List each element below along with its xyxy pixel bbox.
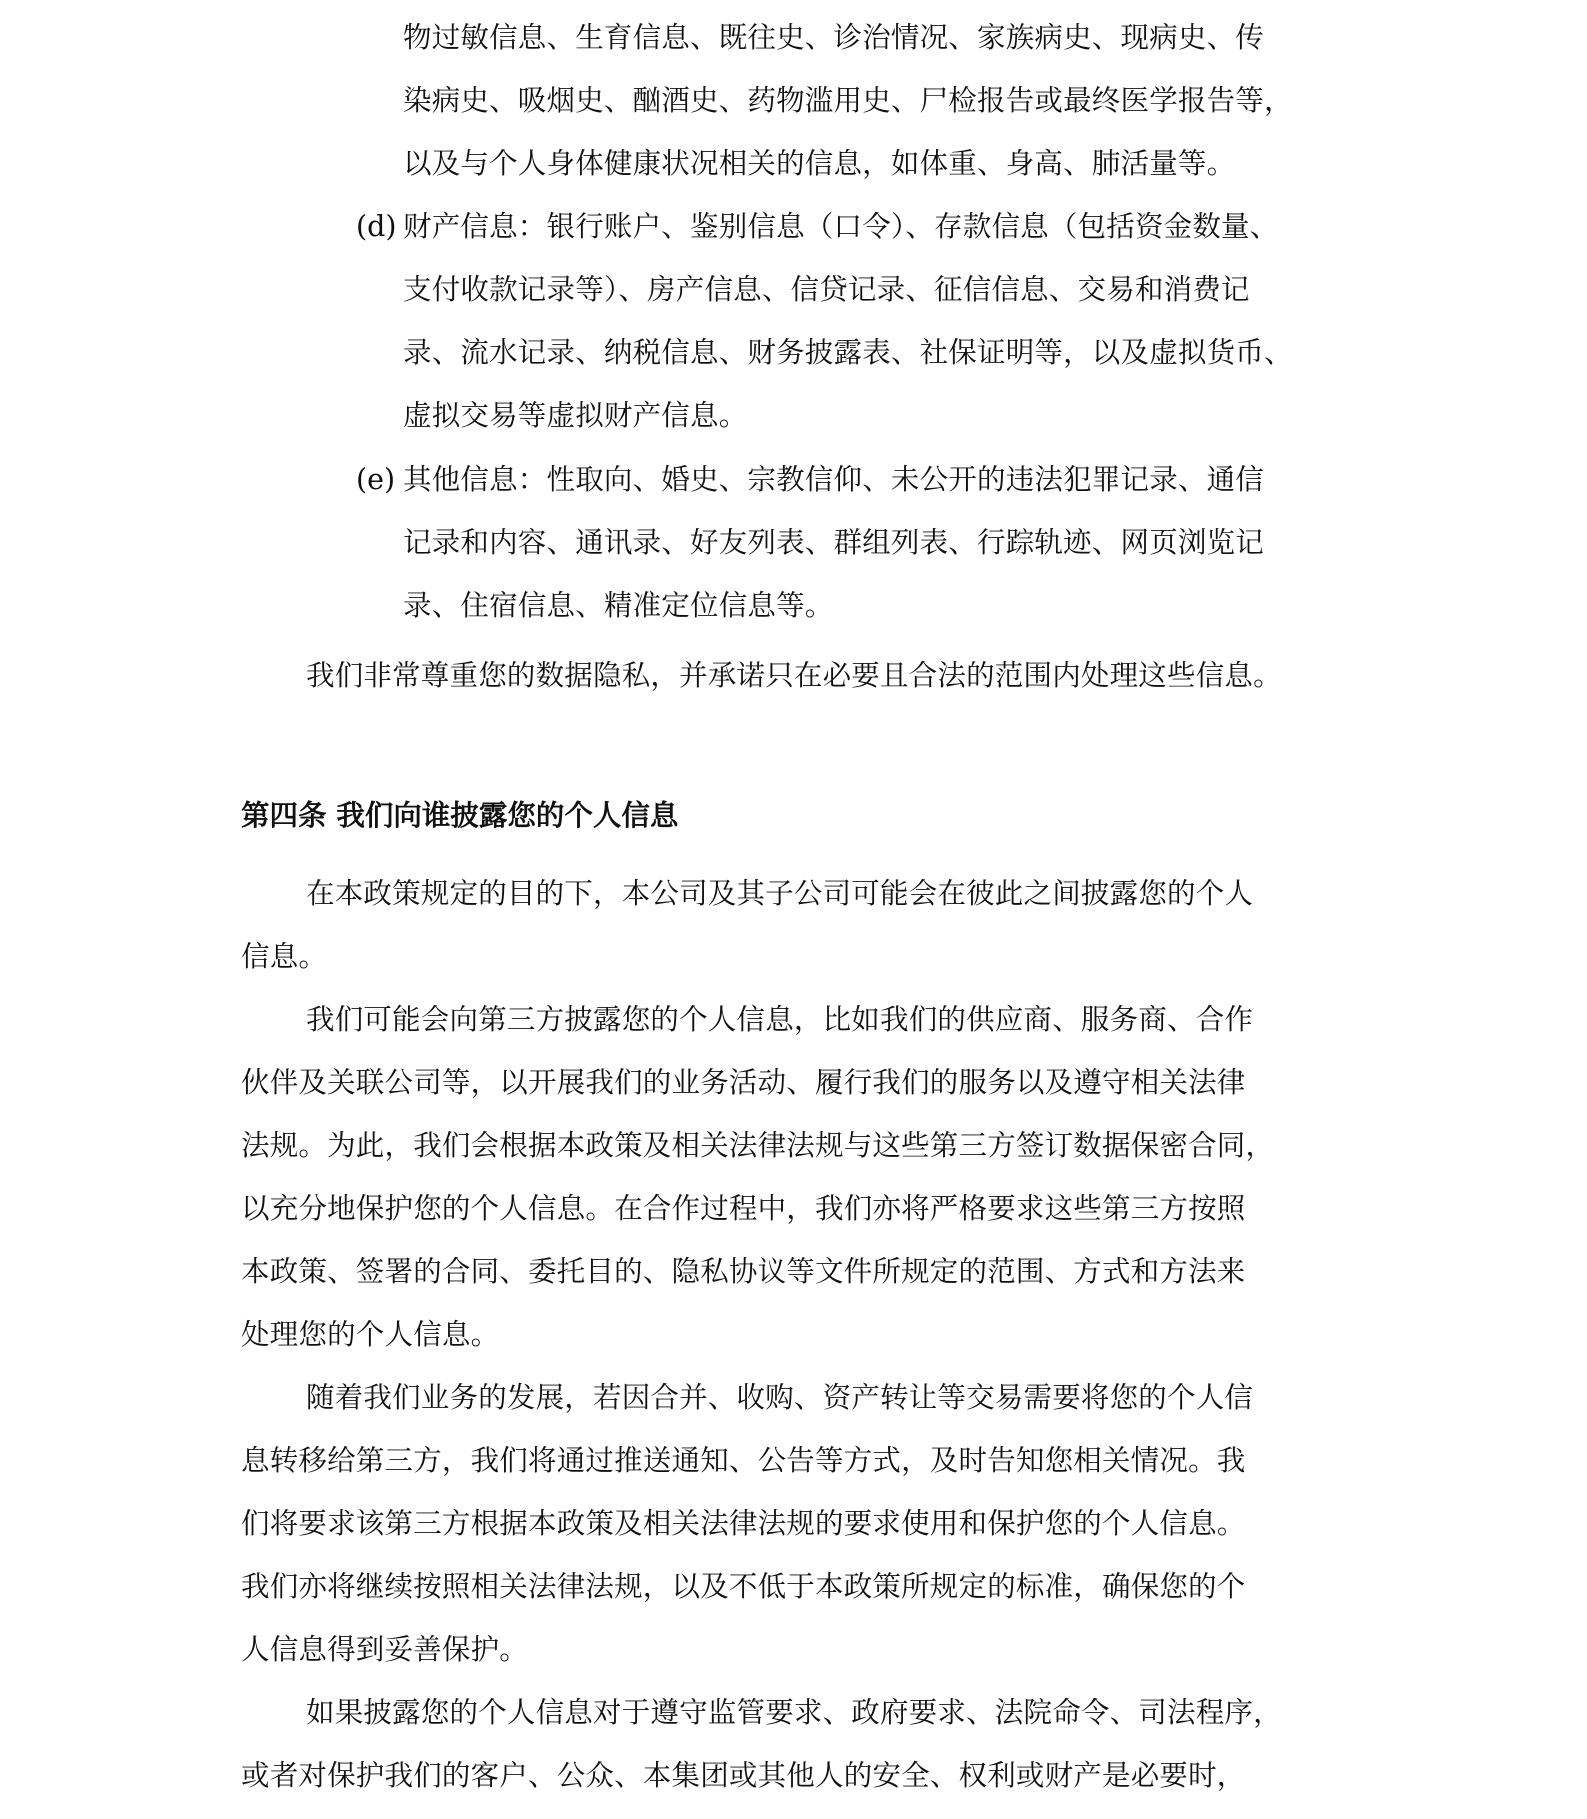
list-item-d-line: 录、流水记录、纳税信息、财务披露表、社保证明等，以及虚拟货币、	[403, 336, 1293, 369]
paragraph-4-line: 如果披露您的个人信息对于遵守监管要求、政府要求、法院命令、司法程序，	[306, 1696, 1282, 1729]
list-item-c-line: 以及与个人身体健康状况相关的信息，如体重、身高、肺活量等。	[403, 147, 1236, 180]
paragraph-2-line: 处理您的个人信息。	[241, 1318, 500, 1351]
list-item-e-line: 记录和内容、通讯录、好友列表、群组列表、行踪轨迹、网页浏览记	[403, 526, 1265, 559]
paragraph-3-line: 们将要求该第三方根据本政策及相关法律法规的要求使用和保护您的个人信息。	[241, 1507, 1246, 1540]
section-four-heading: 第四条 我们向谁披露您的个人信息	[241, 799, 679, 832]
paragraph-2-line: 本政策、签署的合同、委托目的、隐私协议等文件所规定的范围、方式和方法来	[241, 1255, 1246, 1288]
list-item-d-line: 支付收款记录等）、房产信息、信贷记录、征信信息、交易和消费记	[403, 273, 1250, 306]
paragraph-1-line: 在本政策规定的目的下，本公司及其子公司可能会在彼此之间披露您的个人	[306, 877, 1254, 910]
paragraph-2-line: 法规。为此，我们会根据本政策及相关法律法规与这些第三方签订数据保密合同，	[241, 1129, 1275, 1162]
list-item-c-line: 物过敏信息、生育信息、既往史、诊治情况、家族病史、现病史、传	[403, 21, 1265, 54]
paragraph-3-line: 息转移给第三方，我们将通过推送通知、公告等方式，及时告知您相关情况。我	[241, 1444, 1246, 1477]
closing-statement: 我们非常尊重您的数据隐私，并承诺只在必要且合法的范围内处理这些信息。	[306, 659, 1282, 692]
paragraph-2-line: 伙伴及关联公司等，以开展我们的业务活动、履行我们的服务以及遵守相关法律	[241, 1066, 1246, 1099]
list-item-d-line: 财产信息：银行账户、鉴别信息（口令）、存款信息（包括资金数量、	[403, 210, 1279, 243]
list-item-e-line: 录、住宿信息、精准定位信息等。	[403, 589, 834, 622]
list-item-d-line: 虚拟交易等虚拟财产信息。	[403, 399, 748, 432]
paragraph-3-line: 随着我们业务的发展，若因合并、收购、资产转让等交易需要将您的个人信	[306, 1381, 1254, 1414]
list-item-d-marker: (d)	[356, 210, 397, 243]
list-item-c-line: 染病史、吸烟史、酗酒史、药物滥用史、尸检报告或最终医学报告等，	[403, 84, 1293, 117]
paragraph-1-line: 信息。	[241, 940, 328, 973]
list-item-e-marker: (e)	[356, 463, 396, 496]
list-item-e-line: 其他信息：性取向、婚史、宗教信仰、未公开的违法犯罪记录、通信	[403, 463, 1265, 496]
paragraph-3-line: 我们亦将继续按照相关法律法规，以及不低于本政策所规定的标准，确保您的个	[241, 1570, 1246, 1603]
paragraph-4-line: 或者对保护我们的客户、公众、本集团或其他人的安全、权利或财产是必要时，	[241, 1759, 1246, 1792]
paragraph-3-line: 人信息得到妥善保护。	[241, 1633, 529, 1666]
paragraph-2-line: 以充分地保护您的个人信息。在合作过程中，我们亦将严格要求这些第三方按照	[241, 1192, 1246, 1225]
paragraph-2-line: 我们可能会向第三方披露您的个人信息，比如我们的供应商、服务商、合作	[306, 1003, 1254, 1036]
